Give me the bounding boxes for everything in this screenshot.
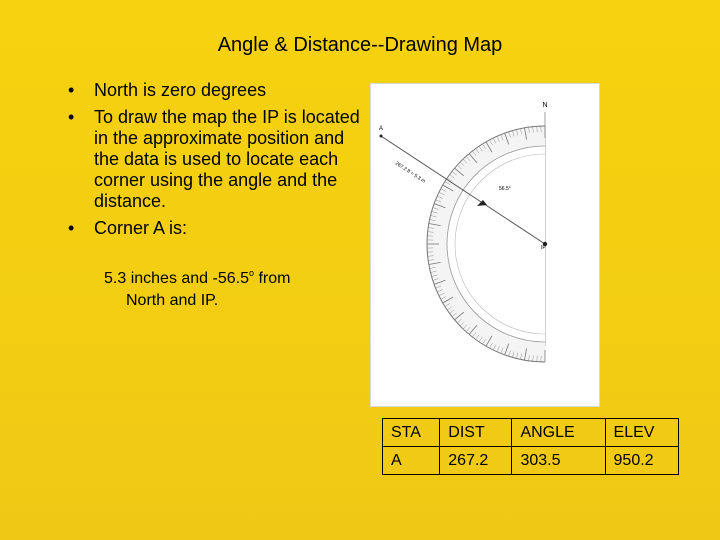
bullet-item	[64, 80, 364, 101]
bullet-text: Corner A is:	[94, 218, 188, 238]
table-cell: A	[383, 447, 440, 475]
bullet-text: To draw the map the IP is located in the approximate position and the data is used to locate each corner using the angle and the distance.	[94, 107, 360, 211]
corner-a-point	[380, 135, 383, 138]
bullet-dot: •	[68, 80, 75, 100]
bullet-item	[64, 218, 364, 239]
table-header-cell: ELEV	[605, 419, 678, 447]
degree-superscript: o	[249, 268, 255, 278]
corner-a-description	[104, 262, 344, 312]
table-header-cell: DIST	[440, 419, 512, 447]
table-row	[383, 447, 679, 475]
bullet-item	[64, 107, 364, 212]
table-header-row	[383, 419, 679, 447]
sub-line-1-pre: 5.3 inches and -56.5	[104, 270, 249, 287]
bullet-dot: •	[68, 218, 75, 238]
north-label: N	[542, 102, 548, 109]
protractor-drawing	[371, 84, 599, 406]
sub-line-1-post: from	[254, 270, 291, 287]
table-header-cell: STA	[383, 419, 440, 447]
protractor-svg	[371, 84, 599, 406]
ip-label: IP	[541, 245, 546, 251]
bullet-list	[64, 80, 364, 245]
table-cell: 303.5	[512, 447, 605, 475]
bullet-dot: •	[68, 107, 75, 127]
bullet-text: North is zero degrees	[94, 80, 267, 100]
table-cell: 950.2	[605, 447, 678, 475]
angle-note: 56.5°	[499, 186, 511, 192]
distance-note: 267.2 ft = 5.3 in	[393, 160, 427, 185]
sub-line-2: North and IP.	[126, 292, 219, 309]
corner-a-label: A	[379, 126, 384, 132]
table-cell: 267.2	[440, 447, 512, 475]
survey-data-table	[382, 418, 679, 475]
table-header-cell: ANGLE	[512, 419, 605, 447]
slide-title: Angle & Distance--Drawing Map	[217, 34, 503, 56]
